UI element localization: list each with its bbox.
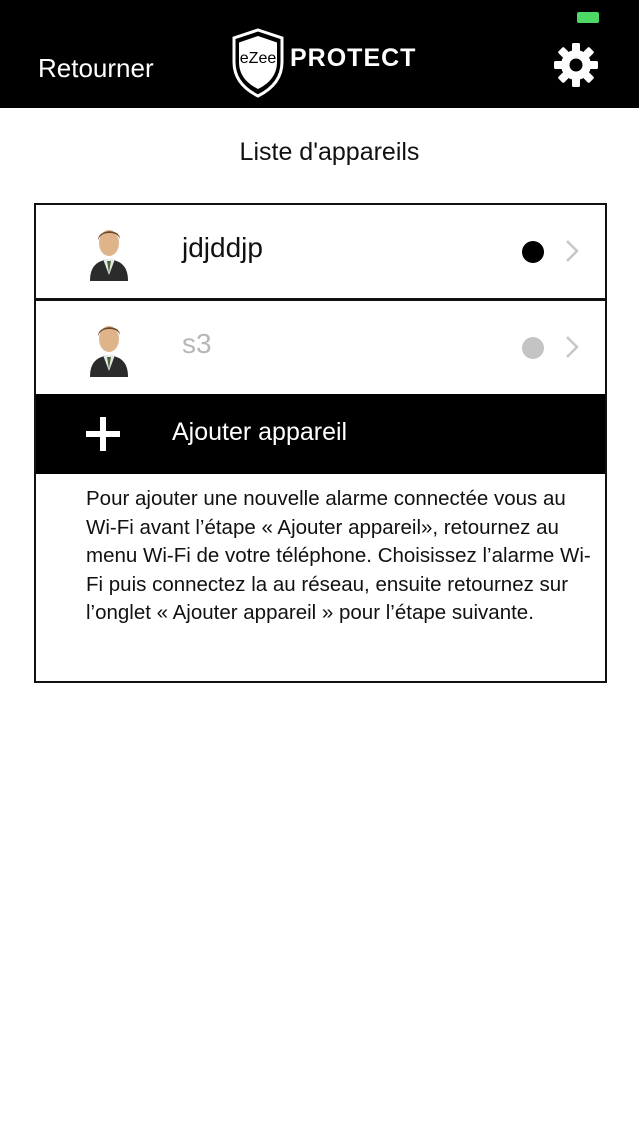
device-name: s3 xyxy=(182,328,212,359)
chevron-right-icon xyxy=(564,334,580,360)
app-logo xyxy=(230,28,416,98)
shield-icon xyxy=(230,28,286,98)
gear-icon[interactable] xyxy=(553,42,599,88)
status-indicator xyxy=(522,337,544,359)
device-row[interactable] xyxy=(36,301,605,395)
add-device-label: Ajouter appareil xyxy=(172,418,348,446)
device-name: jdjddjp xyxy=(182,232,263,263)
user-avatar-icon xyxy=(86,319,132,377)
device-list xyxy=(34,203,607,683)
status-indicator xyxy=(522,241,544,263)
plus-icon xyxy=(86,417,120,451)
user-avatar-icon xyxy=(86,223,132,281)
back-button[interactable]: Retourner xyxy=(38,53,154,83)
logo-wordmark: PROTECT xyxy=(290,43,417,72)
top-bar xyxy=(0,0,639,108)
add-device-button[interactable] xyxy=(36,394,605,474)
chevron-right-icon xyxy=(564,238,580,264)
logo-brand-text: eZee xyxy=(239,50,277,67)
help-text: Pour ajouter une nouvelle alarme connectée vous au Wi-Fi avant l’étape « Ajouter appareil», retournez au menu Wi-Fi de votre téléphone. Choisissez l’alarme Wi-Fi puis connectez la au réseau, ensuite retournez sur l’onglet « Ajouter appareil » pour l’étape suivante. xyxy=(86,487,591,624)
page-title: Liste d'appareils xyxy=(239,138,420,166)
device-row[interactable] xyxy=(36,205,605,299)
battery-indicator xyxy=(577,12,599,23)
